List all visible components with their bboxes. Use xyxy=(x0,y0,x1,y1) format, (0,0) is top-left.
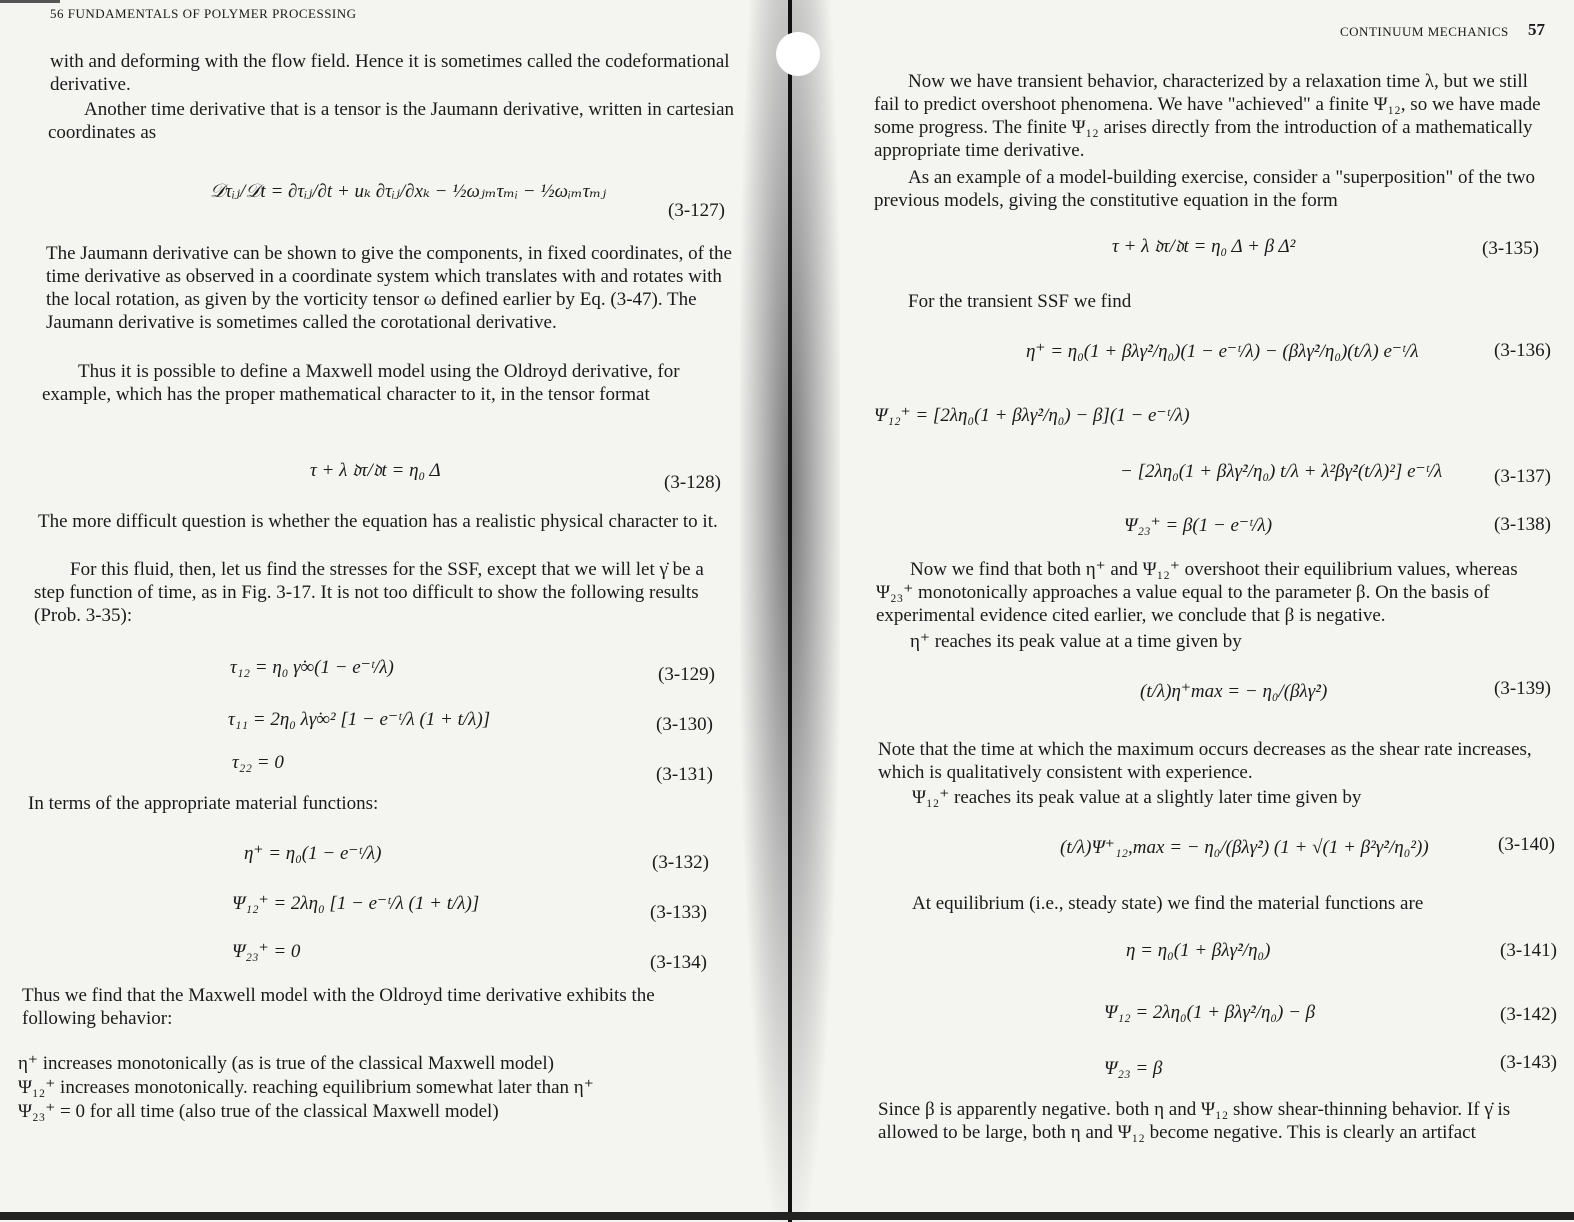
list-item: Ψ₁₂⁺ increases monotonically. reaching equilibrium somewhat later than η⁺ xyxy=(18,1077,594,1098)
equation-number-3-129: (3-129) xyxy=(658,664,715,685)
bottom-scan-edge xyxy=(0,1212,1574,1220)
equation-3-143: Ψ₂₃ = β xyxy=(1104,1058,1163,1079)
equation-number-3-138: (3-138) xyxy=(1494,514,1551,535)
equation-3-138: Ψ₂₃⁺ = β(1 − e⁻ᵗ/λ) xyxy=(1124,515,1273,536)
equation-number-3-140: (3-140) xyxy=(1498,834,1555,855)
equation-3-127: 𝒟τᵢⱼ/𝒟t = ∂τᵢⱼ/∂t + uₖ ∂τᵢⱼ/∂xₖ − ½ωⱼₘτₘᵢ − ½ωᵢₘτₘⱼ xyxy=(210,181,607,202)
equation-3-132: η⁺ = η₀(1 − e⁻ᵗ/λ) xyxy=(244,843,382,864)
equation-number-3-134: (3-134) xyxy=(650,952,707,973)
left-paragraph-5: The more difficult question is whether the equation has a realistic physical character to it. xyxy=(38,511,718,532)
equation-number-3-142: (3-142) xyxy=(1500,1004,1557,1025)
equation-3-141: η = η₀(1 + βλγ̇²/η₀) xyxy=(1126,940,1271,961)
right-paragraph-1: Now we have transient behavior, characterized by a relaxation time λ, but we still fail to predict overshoot phenomena. We have "achieved" a finite Ψ₁₂, so we have made some progress. The finite Ψ₁₂ arises directly from the introduction of a mathematically appropriate time derivative. xyxy=(874,71,1541,161)
right-paragraph-8: At equilibrium (i.e., steady state) we find the material functions are xyxy=(912,893,1424,914)
equation-3-135: τ + λ 𝔡τ/𝔡t = η₀ Δ + β Δ² xyxy=(1112,236,1296,257)
equation-3-139: (t/λ)η⁺max = − η₀/(βλγ̇²) xyxy=(1140,681,1328,702)
equation-number-3-128: (3-128) xyxy=(664,472,721,493)
right-paragraph-5: η⁺ reaches its peak value at a time given by xyxy=(910,631,1242,652)
equation-number-3-131: (3-131) xyxy=(656,764,713,785)
page-number: 57 xyxy=(1528,20,1545,39)
equation-3-134: Ψ₂₃⁺ = 0 xyxy=(232,941,301,962)
equation-number-3-130: (3-130) xyxy=(656,714,713,735)
equation-number-3-141: (3-141) xyxy=(1500,940,1557,961)
list-item: Ψ₂₃⁺ = 0 for all time (also true of the classical Maxwell model) xyxy=(18,1101,499,1122)
equation-3-137-line-2: − [2λη₀(1 + βλγ̇²/η₀) t/λ + λ²βγ̇²(t/λ)²] e⁻ᵗ/λ xyxy=(1120,461,1443,482)
equation-number-3-143: (3-143) xyxy=(1500,1052,1557,1073)
equation-number-3-137: (3-137) xyxy=(1494,466,1551,487)
left-paragraph-4: Thus it is possible to define a Maxwell model using the Oldroyd derivative, for example, which has the proper mathematical character to it, in the tensor format xyxy=(42,361,680,405)
equation-number-3-127: (3-127) xyxy=(668,200,725,221)
equation-number-3-139: (3-139) xyxy=(1494,678,1551,699)
equation-3-131: τ₂₂ = 0 xyxy=(232,752,284,773)
equation-number-3-133: (3-133) xyxy=(650,902,707,923)
list-item: η⁺ increases monotonically (as is true of the classical Maxwell model) xyxy=(18,1053,554,1074)
equation-3-140: (t/λ)Ψ⁺₁₂,max = − η₀/(βλγ̇²) (1 + √(1 + β²γ̇²/η₀²)) xyxy=(1060,837,1429,858)
right-paragraph-7: Ψ₁₂⁺ reaches its peak value at a slightly later time given by xyxy=(912,787,1362,808)
equation-number-3-136: (3-136) xyxy=(1494,340,1551,361)
book-spine-line xyxy=(788,0,792,1222)
right-paragraph-2: As an example of a model-building exercise, consider a "superposition" of the two previous models, giving the constitutive equation in the form xyxy=(874,167,1536,211)
right-running-head: CONTINUUM MECHANICS xyxy=(1340,24,1509,39)
left-paragraph-2: Another time derivative that is a tensor is the Jaumann derivative, written in cartesian coordinates as xyxy=(48,99,735,143)
right-page xyxy=(840,0,1574,1222)
left-paragraph-3: The Jaumann derivative can be shown to give the components, in fixed coordinates, of the time derivative as observed in a coordinate system which translates with and rotates with the local rotation, as given by the vorticity tensor ω defined earlier by Eq. (3-47). The Jaumann derivative is sometimes called the corotational derivative. xyxy=(46,243,732,333)
left-paragraph-7: In terms of the appropriate material functions: xyxy=(28,793,379,814)
right-paragraph-9: Since β is apparently negative. both η and Ψ₁₂ show shear-thinning behavior. If γ̇ is allowed to be large, both η and Ψ₁₂ become negative. This is clearly an artifact xyxy=(878,1099,1511,1143)
equation-3-130: τ₁₁ = 2η₀ λγ̇∞² [1 − e⁻ᵗ/λ (1 + t/λ)] xyxy=(228,709,491,730)
right-paragraph-6: Note that the time at which the maximum occurs decreases as the shear rate increases, which is qualitatively consistent with experience. xyxy=(878,739,1532,783)
left-paragraph-8: Thus we find that the Maxwell model with the Oldroyd time derivative exhibits the following behavior: xyxy=(22,985,655,1029)
equation-3-129: τ₁₂ = η₀ γ̇∞(1 − e⁻ᵗ/λ) xyxy=(230,657,394,678)
left-paragraph-6: For this fluid, then, let us find the stresses for the SSF, except that we will let γ̇ be a step function of time, as in Fig. 3-17. It is not too difficult to show the following results (Prob. 3-35): xyxy=(34,559,704,626)
equation-3-133: Ψ₁₂⁺ = 2λη₀ [1 − e⁻ᵗ/λ (1 + t/λ)] xyxy=(232,893,480,914)
equation-number-3-132: (3-132) xyxy=(652,852,709,873)
equation-3-137-line-1: Ψ₁₂⁺ = [2λη₀(1 + βλγ̇²/η₀) − β](1 − e⁻ᵗ/λ) xyxy=(874,405,1190,426)
right-paragraph-3: For the transient SSF we find xyxy=(908,291,1132,312)
equation-3-136: η⁺ = η₀(1 + βλγ̇²/η₀)(1 − e⁻ᵗ/λ) − (βλγ̇²/η₀)(t/λ) e⁻ᵗ/λ xyxy=(1026,341,1419,362)
left-paragraph-1: with and deforming with the flow field. Hence it is sometimes called the codeformational derivative. xyxy=(50,51,730,95)
equation-number-3-135: (3-135) xyxy=(1482,238,1539,259)
equation-3-142: Ψ₁₂ = 2λη₀(1 + βλγ̇²/η₀) − β xyxy=(1104,1002,1316,1023)
left-running-head: 56 FUNDAMENTALS OF POLYMER PROCESSING xyxy=(50,6,357,21)
punch-hole xyxy=(776,32,820,76)
right-paragraph-4: Now we find that both η⁺ and Ψ₁₂⁺ overshoot their equilibrium values, whereas Ψ₂₃⁺ monotonically approaches a value equal to the parameter β. On the basis of experimental evidence cited earlier, we conclude that β is negative. xyxy=(876,559,1518,626)
equation-3-128: τ + λ 𝔡τ/𝔡t = η₀ Δ xyxy=(310,460,441,481)
left-page xyxy=(0,0,770,1222)
